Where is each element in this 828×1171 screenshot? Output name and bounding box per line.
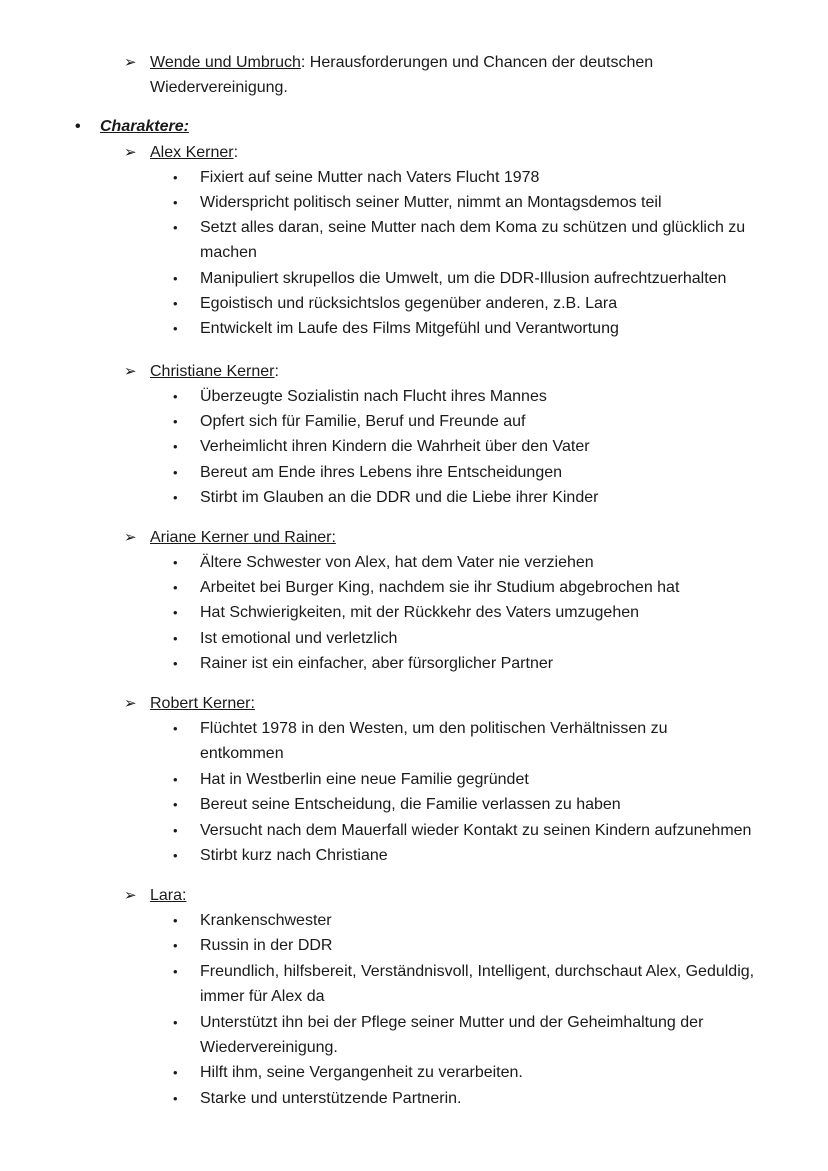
list-item-text: Arbeitet bei Burger King, nachdem sie ihr Studium abgebrochen hat [200, 579, 680, 596]
list-item-text: Ist emotional und verletzlich [200, 630, 398, 647]
list-item-text: Freundlich, hilfsbereit, Verständnisvoll, Intelligent, durchschaut Alex, Geduldig, [200, 963, 755, 980]
bullet-icon: • [173, 721, 178, 736]
list-item-continuation [0, 1035, 828, 1060]
bullet-icon: • [173, 1091, 178, 1106]
bullet-icon: • [173, 170, 178, 185]
list-item [0, 550, 828, 575]
list-item [0, 575, 828, 600]
arrow-bullet-icon: ➢ [124, 143, 137, 161]
list-item [0, 767, 828, 792]
character-name-christiane-wrap [150, 359, 279, 384]
list-item-text: Russin in der DDR [200, 937, 333, 954]
list-item [0, 959, 828, 984]
list-item-text: Starke und unterstützende Partnerin. [200, 1090, 462, 1107]
character-name-robert: Robert Kerner: [150, 695, 255, 712]
list-item [0, 908, 828, 933]
list-item [0, 792, 828, 817]
list-item [0, 291, 828, 316]
list-item-text: Opfert sich für Familie, Beruf und Freunde auf [200, 413, 526, 430]
list-item-text: Hilft ihm, seine Vergangenheit zu verarbeiten. [200, 1064, 523, 1081]
character-heading-robert [0, 691, 828, 716]
list-item [0, 434, 828, 459]
list-item [0, 1060, 828, 1085]
intro-continuation: Wiedervereinigung. [150, 79, 288, 96]
character-name-christiane: Christiane Kerner [150, 363, 275, 380]
intro-text: : Herausforderungen und Chancen der deutschen [300, 54, 654, 71]
intro-line-2 [0, 75, 828, 100]
bullet-icon: • [173, 823, 178, 838]
bullet-icon: • [173, 1015, 178, 1030]
character-heading-alex [0, 140, 828, 165]
intro-line-1 [0, 50, 828, 75]
bullet-icon: • [173, 913, 178, 928]
bullet-icon: • [173, 938, 178, 953]
list-item [0, 316, 828, 341]
bullet-icon: • [173, 321, 178, 336]
list-item [0, 215, 828, 240]
list-item [0, 460, 828, 485]
bullet-icon: • [173, 439, 178, 454]
list-item-text: Hat in Westberlin eine neue Familie gegründet [200, 771, 529, 788]
character-name-lara: Lara: [150, 887, 187, 904]
character-name-ariane: Ariane Kerner und Rainer: [150, 529, 336, 546]
list-item [0, 409, 828, 434]
bullet-icon: • [173, 797, 178, 812]
bullet-icon: • [173, 389, 178, 404]
character-heading-christiane [0, 359, 828, 384]
list-item [0, 600, 828, 625]
list-item-text: Rainer ist ein einfacher, aber fürsorglicher Partner [200, 655, 554, 672]
list-item-text: Bereut am Ende ihres Lebens ihre Entscheidungen [200, 464, 563, 481]
character-heading-lara [0, 883, 828, 908]
list-item [0, 1010, 828, 1035]
list-item [0, 190, 828, 215]
bullet-icon: • [173, 848, 178, 863]
list-item [0, 651, 828, 676]
bullet-icon: • [173, 580, 178, 595]
bullet-icon: • [173, 555, 178, 570]
bullet-icon: • [173, 1065, 178, 1080]
bullet-icon: • [173, 195, 178, 210]
list-item-text: Unterstützt ihn bei der Pflege seiner Mutter und der Geheimhaltung der [200, 1014, 704, 1031]
bullet-icon: • [173, 271, 178, 286]
list-item-text: Fixiert auf seine Mutter nach Vaters Flucht 1978 [200, 169, 540, 186]
list-item-text: Entwickelt im Laufe des Films Mitgefühl und Verantwortung [200, 320, 619, 337]
bullet-icon: • [173, 296, 178, 311]
list-item [0, 165, 828, 190]
bullet-icon: • [173, 656, 178, 671]
section-bullet-icon: • [75, 118, 81, 135]
list-item [0, 818, 828, 843]
list-item-text: Verheimlicht ihren Kindern die Wahrheit über den Vater [200, 438, 590, 455]
section-heading: Charaktere: [100, 118, 189, 135]
list-item-text: Überzeugte Sozialistin nach Flucht ihres Mannes [200, 388, 547, 405]
section-heading-line [0, 114, 828, 139]
bullet-icon: • [173, 772, 178, 787]
list-item [0, 1086, 828, 1111]
list-item-text: Setzt alles daran, seine Mutter nach dem Koma zu schützen und glücklich zu [200, 219, 746, 236]
intro-heading [150, 50, 653, 75]
list-item-text: Stirbt im Glauben an die DDR und die Liebe ihrer Kinder [200, 489, 599, 506]
list-item-text: machen [200, 244, 257, 261]
list-item [0, 384, 828, 409]
bullet-icon: • [173, 465, 178, 480]
list-item-text: Flüchtet 1978 in den Westen, um den politischen Verhältnissen zu [200, 720, 668, 737]
list-item-continuation [0, 984, 828, 1009]
list-item-text: Egoistisch und rücksichtslos gegenüber anderen, z.B. Lara [200, 295, 618, 312]
bullet-icon: • [173, 964, 178, 979]
arrow-bullet-icon: ➢ [124, 694, 137, 712]
list-item [0, 716, 828, 741]
arrow-bullet-icon: ➢ [124, 362, 137, 380]
list-item-text: Ältere Schwester von Alex, hat dem Vater nie verziehen [200, 554, 594, 571]
list-item-text: Manipuliert skrupellos die Umwelt, um die DDR-Illusion aufrechtzuerhalten [200, 270, 727, 287]
bullet-icon: • [173, 631, 178, 646]
list-item [0, 626, 828, 651]
list-item-text: Bereut seine Entscheidung, die Familie verlassen zu haben [200, 796, 621, 813]
list-item-text: Krankenschwester [200, 912, 332, 929]
bullet-icon: • [173, 490, 178, 505]
list-item [0, 843, 828, 868]
list-item [0, 933, 828, 958]
bullet-icon: • [173, 220, 178, 235]
list-item [0, 485, 828, 510]
list-item-text: immer für Alex da [200, 988, 325, 1005]
arrow-bullet-icon: ➢ [124, 53, 137, 71]
character-heading-ariane [0, 525, 828, 550]
list-item-continuation [0, 741, 828, 766]
character-name-suffix: : [274, 363, 279, 380]
character-name-suffix: : [233, 144, 239, 161]
list-item-text: Widerspricht politisch seiner Mutter, nimmt an Montagsdemos teil [200, 194, 662, 211]
bullet-icon: • [173, 414, 178, 429]
character-name-alex: Alex Kerner [150, 144, 234, 161]
bullet-icon: • [173, 605, 178, 620]
list-item [0, 266, 828, 291]
list-item-continuation [0, 240, 828, 265]
list-item-text: entkommen [200, 745, 284, 762]
intro-label: Wende und Umbruch [150, 54, 301, 71]
arrow-bullet-icon: ➢ [124, 886, 137, 904]
list-item-text: Hat Schwierigkeiten, mit der Rückkehr des Vaters umzugehen [200, 604, 640, 621]
character-name-alex-wrap [150, 140, 238, 165]
list-item-text: Wiedervereinigung. [200, 1039, 338, 1056]
arrow-bullet-icon: ➢ [124, 528, 137, 546]
list-item-text: Stirbt kurz nach Christiane [200, 847, 388, 864]
list-item-text: Versucht nach dem Mauerfall wieder Kontakt zu seinen Kindern aufzunehmen [200, 822, 752, 839]
